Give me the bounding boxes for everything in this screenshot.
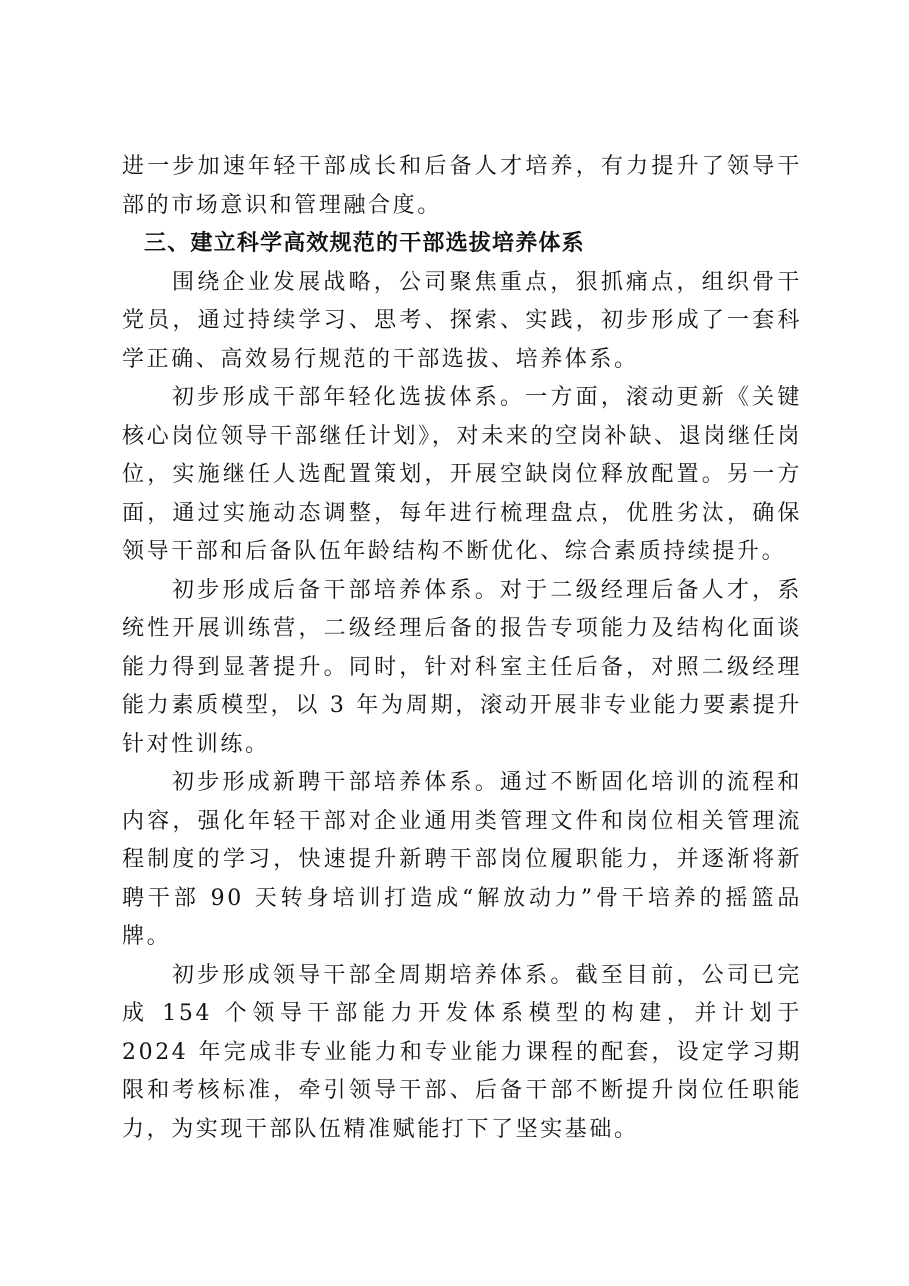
paragraph-new-hire-training: 初步形成新聘干部培养体系。通过不断固化培训的流程和内容，强化年轻干部对企业通用类管理文件和岗位相关管理流程制度的学习，快速提升新聘干部岗位履职能力，并逐渐将新聘干部 90 天转身培训打造成“解放动力”骨干培养的摇篮品牌。 xyxy=(122,770,802,949)
section-heading: 三、建立科学高效规范的干部选拔培养体系 xyxy=(144,231,585,256)
paragraph-selection-system: 初步形成干部年轻化选拔体系。一方面，滚动更新《关键核心岗位领导干部继任计划》，对未来的空岗补缺、退岗继任岗位，实施继任人选配置策划，开展空缺岗位释放配置。另一方面，通过实施动态调整，每年进行梳理盘点，优胜劣汰，确保领导干部和后备队伍年龄结构不断优化、综合素质持续提升。 xyxy=(122,385,802,564)
document-body xyxy=(122,148,802,1149)
paragraph-continued: 进一步加速年轻干部成长和后备人才培养，有力提升了领导干部的市场意识和管理融合度。 xyxy=(122,154,802,218)
paragraph-full-cycle-training: 初步形成领导干部全周期培养体系。截至目前，公司已完成 154 个领导干部能力开发体系模型的构建，并计划于 2024 年完成非专业能力和专业能力课程的配套，设定学习期限和考核标准，牵引领导干部、后备干部不断提升岗位任职能力，为实现干部队伍精准赋能打下了坚实基础。 xyxy=(122,962,802,1142)
paragraph-intro: 围绕企业发展战略，公司聚焦重点，狠抓痛点，组织骨干党员，通过持续学习、思考、探索、实践，初步形成了一套科学正确、高效易行规范的干部选拔、培养体系。 xyxy=(122,269,802,372)
paragraph-reserve-training: 初步形成后备干部培养体系。对于二级经理后备人才，系统性开展训练营，二级经理后备的报告专项能力及结构化面谈能力得到显著提升。同时，针对科室主任后备，对照二级经理能力素质模型，以 3 年为周期，滚动开展非专业能力要素提升针对性训练。 xyxy=(122,577,802,757)
